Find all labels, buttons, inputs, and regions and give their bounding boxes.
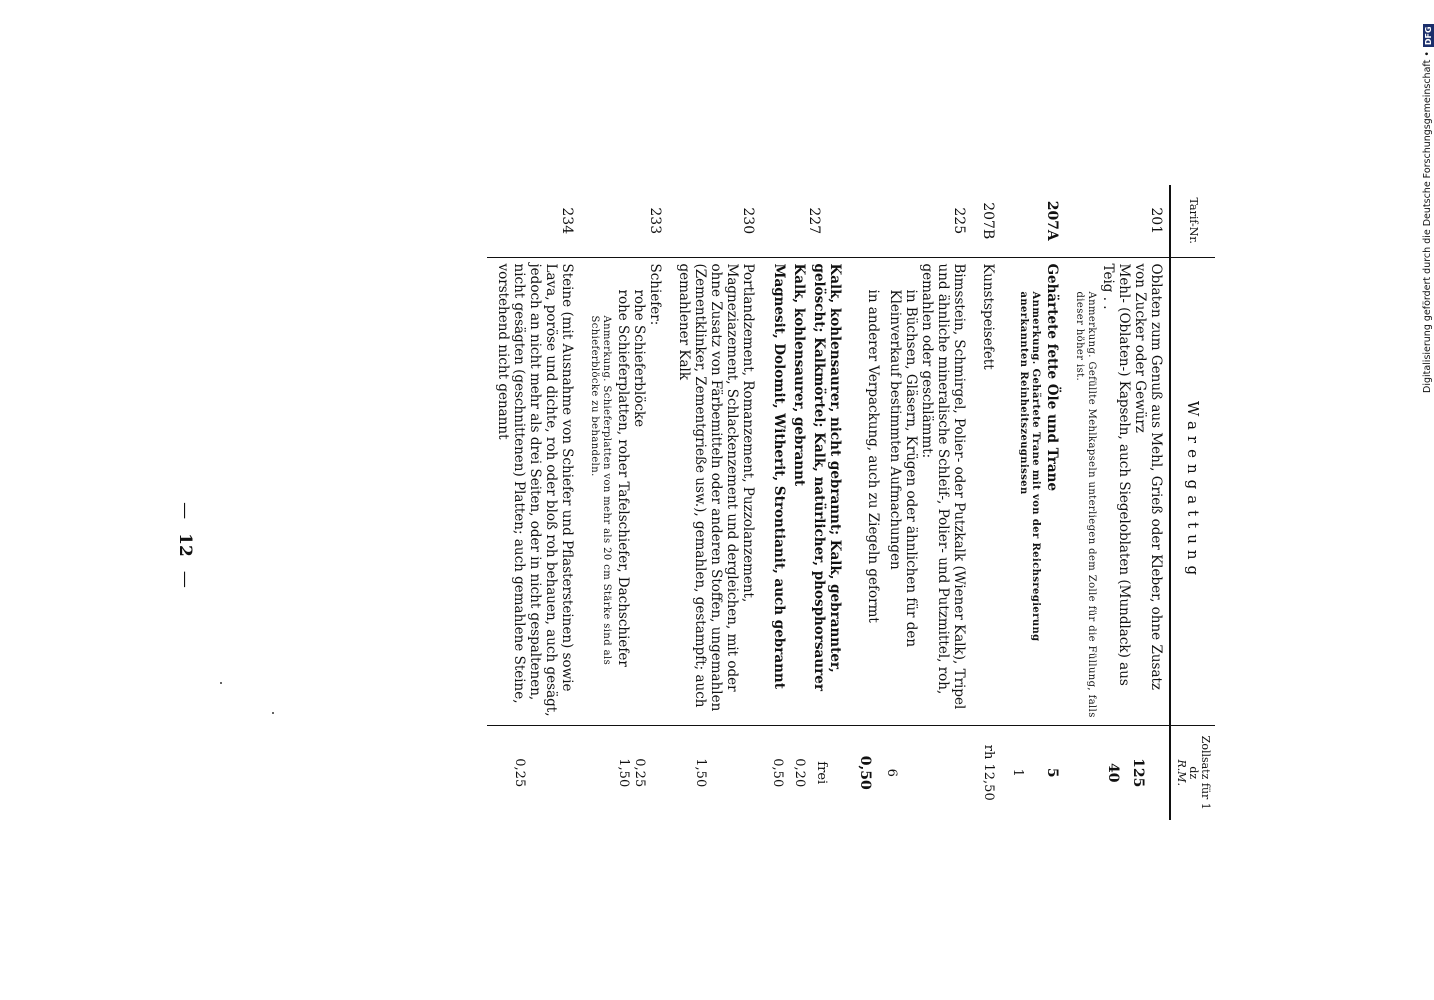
table-row: [580, 185, 668, 820]
goods-description: Kalk, kohlensaurer, nicht gebrannt; Kalk, gebrannter, gelöscht; Kalkmörtel; Kalk, natürlicher, phosphorsaurer Kalk, kohlensaurer, gebrannt Magnesit, Dolomit, Witherit, Strontianit, auch gebrannt: [761, 257, 848, 725]
speck: [220, 682, 222, 684]
table-row: [1065, 185, 1170, 820]
goods-description: Schiefer: rohe Schieferblöcke rohe Schieferplatten, roher Tafelschiefer, Dachschiefer Anmerkung. Schieferplatten von mehr als 20 cm Stärke sind als Schieferblöcke zu behandeln.: [580, 257, 668, 725]
tariff-nr: 207A: [1001, 185, 1065, 257]
rate-cell: rh 12,50: [981, 744, 996, 801]
table-row: [487, 185, 580, 820]
page-number: — 12 —: [175, 502, 195, 588]
tariff-nr: 233: [580, 185, 668, 257]
rate-cell: frei 0,20 0,50: [770, 758, 829, 788]
page-number-value: 12: [175, 533, 195, 557]
goods-description: Kunstspeisefett: [972, 257, 1001, 725]
table-row: [848, 185, 972, 820]
tariff-nr: 207B: [972, 185, 1001, 257]
goods-description: Steine (mit Ausnahme von Schiefer und Pflastersteinen) sowie Lava, poröse und dichte, roh oder bloß roh behauen, auch gesägt, jedoch an nicht mehr als drei Seiten, oder in nicht gespaltenen, nicht gesägten (geschnittenen) Platten; auch gemahlene Steine, vorstehend nicht genannt: [487, 257, 580, 725]
tariff-table: [487, 185, 1215, 820]
tariff-nr: 234: [487, 185, 580, 257]
tariff-nr: 227: [761, 185, 848, 257]
table-row: [1001, 185, 1065, 820]
rate-cell: 1,50: [693, 758, 708, 788]
speck: [272, 712, 274, 714]
rate-cell: 5 1: [1010, 767, 1060, 778]
header-goods: Warengattung: [1170, 257, 1215, 725]
tariff-nr: 201: [1065, 185, 1170, 257]
header-tariff-nr: Tarif-Nr.: [1170, 185, 1215, 257]
table-row: [761, 185, 848, 820]
table-row: [972, 185, 1001, 820]
rate-cell: 0,25 1,50: [616, 758, 647, 788]
rate-cell: 6 0,50: [857, 755, 899, 790]
tariff-nr: 225: [848, 185, 972, 257]
credit-text: Digitalisierung gefördert durch die Deutsche Forschungsgemeinschaft •: [1422, 51, 1433, 393]
rate-cell: 0,25: [512, 758, 527, 788]
table-header: [1170, 185, 1215, 820]
dfg-logo: DFG: [1423, 26, 1433, 46]
digitization-credit: [1410, 8, 1434, 398]
table-row: [668, 185, 761, 820]
rate-cell: 125 40: [1105, 758, 1146, 788]
goods-description: Oblaten zum Genuß aus Mehl, Grieß oder Kleber, ohne Zusatz von Zucker oder Gewürz Mehl- (Oblaten-) Kapseln, auch Siegeloblaten (Mundlack) aus Teig . . Anmerkung. Gefüllte Mehlkapseln unterliegen dem Zolle für die Füllung, falls dieser höher ist.: [1065, 257, 1170, 725]
header-rate: Zollsatz für 1 dz R.M.: [1170, 725, 1215, 820]
goods-description: Portlandzement, Romanzement, Puzzolanzement, Magneziazement, Schlackenzement und dergleichen, mit oder ohne Zusatz von Färbemitteln oder anderen Stoffen, ungemahlen (Zementklinker, Zementgrieße usw.), gemahlen, gestampft; auch gemahlener Kalk: [668, 257, 761, 725]
goods-description: Gehärtete fette Öle und Trane Anmerkung. Gehärtete Trane mit von der Reichsregierung anerkannten Reinheitszeugnissen: [1001, 257, 1065, 725]
tariff-nr: 230: [668, 185, 761, 257]
goods-description: Bimsstein, Schmirgel, Polier- oder Putzkalk (Wiener Kalk), Tripel und ähnliche mineralische Schleif-, Polier- und Putzmittel, roh, gemahlen oder geschlämmt: in Büchsen, Gläsern, Krügen oder ähnlichen für den Kleinverkauf bestimmten Aufmachungen in anderer Verpackung, auch zu Ziegeln geformt: [848, 257, 972, 725]
document-page: [305, 185, 1215, 820]
